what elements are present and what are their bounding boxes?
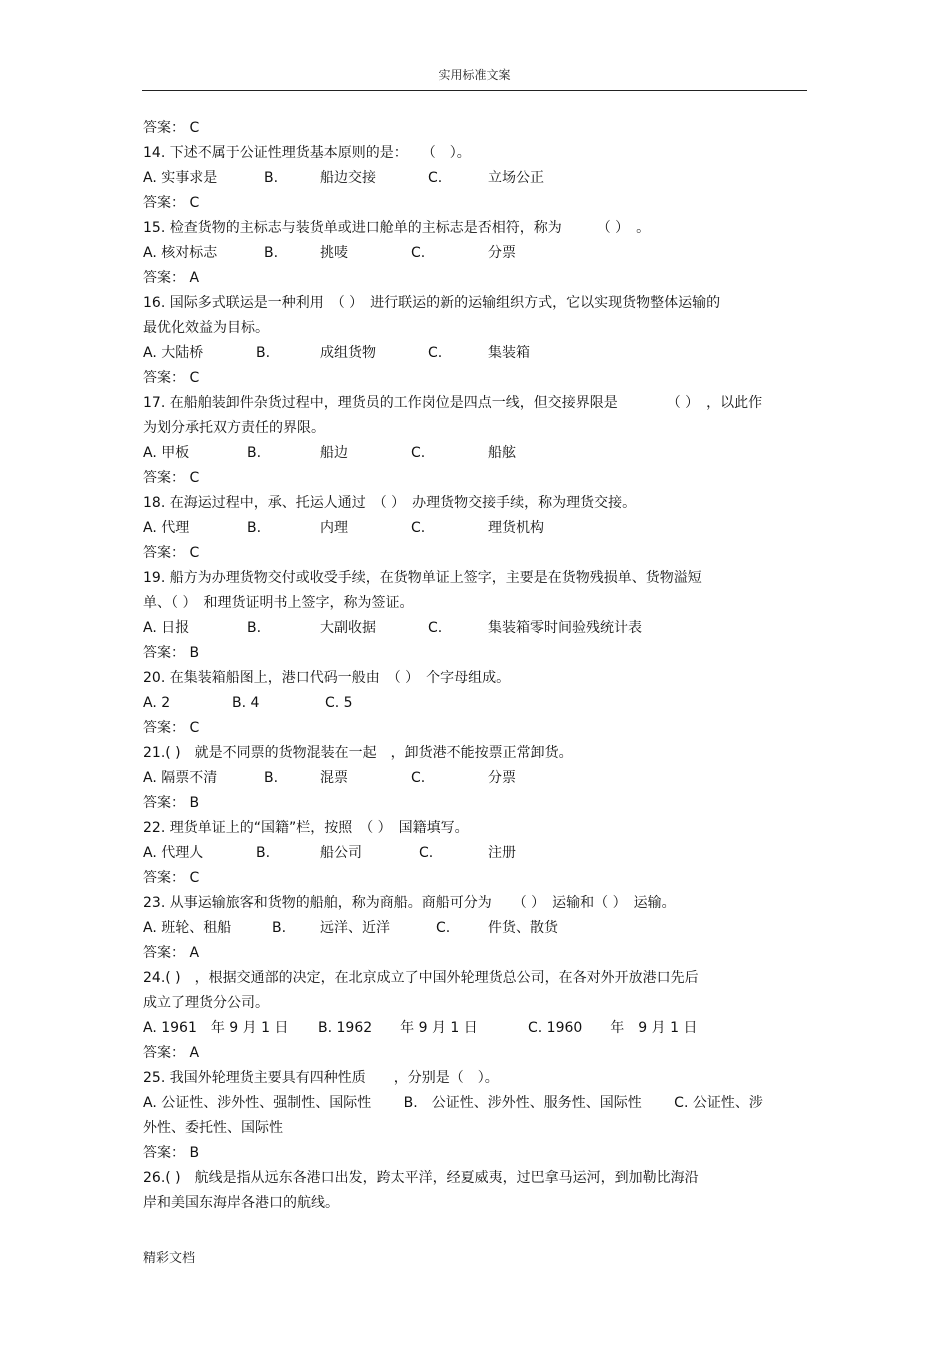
option-b: 远洋、近洋 bbox=[320, 920, 390, 936]
option-b: 混票 bbox=[320, 770, 348, 786]
question-16-line2: 最优化效益为目标。 bbox=[143, 320, 269, 336]
options-14 bbox=[143, 166, 808, 191]
option-b: B. 4 bbox=[232, 695, 260, 711]
option-b: 大副收据 bbox=[320, 620, 376, 636]
question-23: 23. 从事运输旅客和货物的船舶，称为商船。商船可分为 （ ） 运输和（ ） 运输。 bbox=[143, 895, 676, 911]
question-24-line2: 成立了理货分公司。 bbox=[143, 995, 269, 1011]
answer-14: 答案： C bbox=[143, 195, 200, 211]
option-c: 立场公正 bbox=[488, 170, 544, 186]
answer-17: 答案： C bbox=[143, 470, 200, 486]
header-divider bbox=[142, 90, 807, 91]
option-b-letter: B. bbox=[247, 445, 262, 461]
option-b: 船边交接 bbox=[320, 170, 376, 186]
document-body bbox=[143, 116, 808, 1216]
options-25-line1: A. 公证性、涉外性、强制性、国际性 B. 公证性、涉外性、服务性、国际性 C. 公证性、涉 bbox=[143, 1095, 763, 1111]
options-18 bbox=[143, 516, 808, 541]
options-22 bbox=[143, 841, 808, 866]
answer-23: 答案： A bbox=[143, 945, 200, 961]
options-20 bbox=[143, 691, 808, 716]
question-18: 18. 在海运过程中，承、托运人通过 （ ） 办理货物交接手续，称为理货交接。 bbox=[143, 495, 637, 511]
option-c: 集装箱零时间验残统计表 bbox=[488, 620, 642, 636]
option-c: 分票 bbox=[488, 770, 516, 786]
option-c-letter: C. bbox=[428, 620, 443, 636]
option-a: A. 甲板 bbox=[143, 445, 190, 461]
question-22: 22. 理货单证上的“国籍”栏，按照 （ ） 国籍填写。 bbox=[143, 820, 469, 836]
option-a: A. 隔票不清 bbox=[143, 770, 218, 786]
option-c-letter: C. bbox=[428, 345, 443, 361]
option-c: 集装箱 bbox=[488, 345, 530, 361]
question-24-line1: 24.( ) ，根据交通部的决定，在北京成立了中国外轮理货总公司，在各对外开放港口先后 bbox=[143, 970, 699, 986]
option-b-letter: B. bbox=[272, 920, 287, 936]
option-a: A. 班轮、租船 bbox=[143, 920, 232, 936]
option-c-letter: C. bbox=[411, 770, 426, 786]
question-15: 15. 检查货物的主标志与装货单或进口舱单的主标志是否相符，称为 （ ） 。 bbox=[143, 220, 651, 236]
option-c-letter: C. bbox=[411, 445, 426, 461]
answer-21: 答案： B bbox=[143, 795, 200, 811]
options-15 bbox=[143, 241, 808, 266]
question-26-line2: 岸和美国东海岸各港口的航线。 bbox=[143, 1195, 339, 1211]
options-16 bbox=[143, 341, 808, 366]
answer-25: 答案： B bbox=[143, 1145, 200, 1161]
answer-19: 答案： B bbox=[143, 645, 200, 661]
option-c: 分票 bbox=[488, 245, 516, 261]
option-a: A. 日报 bbox=[143, 620, 190, 636]
options-24 bbox=[143, 1016, 808, 1041]
answer-22: 答案： C bbox=[143, 870, 200, 886]
options-21 bbox=[143, 766, 808, 791]
question-14: 14. 下述不属于公证性理货基本原则的是： （ ）。 bbox=[143, 145, 471, 161]
option-b-letter: B. bbox=[264, 170, 279, 186]
question-17-line1: 17. 在船舶装卸件杂货过程中，理货员的工作岗位是四点一线，但交接界限是 （ ） ，以此作 bbox=[143, 395, 763, 411]
question-16-line1: 16. 国际多式联运是一种利用 （ ） 进行联运的新的运输组织方式，它以实现货物整体运输的 bbox=[143, 295, 721, 311]
option-b-letter: B. bbox=[264, 245, 279, 261]
option-a: A. 核对标志 bbox=[143, 245, 218, 261]
option-b-letter: B. bbox=[256, 845, 271, 861]
option-c: 船舷 bbox=[488, 445, 516, 461]
question-19-line1: 19. 船方为办理货物交付或收受手续，在货物单证上签字，主要是在货物残损单、货物溢短 bbox=[143, 570, 702, 586]
options-25-line2: 外性、委托性、国际性 bbox=[143, 1120, 283, 1136]
option-a: A. 实事求是 bbox=[143, 170, 218, 186]
answer-13: 答案： C bbox=[143, 120, 200, 136]
option-a: A. 2 bbox=[143, 695, 171, 711]
option-c: 件货、散货 bbox=[488, 920, 558, 936]
option-b-letter: B. bbox=[256, 345, 271, 361]
option-a: A. 1961 年 9 月 1 日 bbox=[143, 1020, 289, 1036]
option-b-letter: B. bbox=[247, 620, 262, 636]
option-a: A. 代理 bbox=[143, 520, 190, 536]
option-b: 内理 bbox=[320, 520, 348, 536]
option-b-letter: B. bbox=[264, 770, 279, 786]
option-c-letter: C. bbox=[419, 845, 434, 861]
answer-20: 答案： C bbox=[143, 720, 200, 736]
option-c-letter: C. bbox=[411, 245, 426, 261]
options-19 bbox=[143, 616, 808, 641]
question-17-line2: 为划分承托双方责任的界限。 bbox=[143, 420, 325, 436]
question-19-line2: 单、（ ） 和理货证明书上签字，称为签证。 bbox=[143, 595, 414, 611]
options-17 bbox=[143, 441, 808, 466]
question-25: 25. 我国外轮理货主要具有四种性质 ，分别是（ ）。 bbox=[143, 1070, 499, 1086]
page-header: 实用标准文案 bbox=[438, 68, 511, 82]
option-b: B. 1962 年 9 月 1 日 bbox=[318, 1020, 478, 1036]
answer-18: 答案： C bbox=[143, 545, 200, 561]
answer-24: 答案： A bbox=[143, 1045, 200, 1061]
option-b-letter: B. bbox=[247, 520, 262, 536]
option-c: C. 5 bbox=[325, 695, 353, 711]
option-a: A. 代理人 bbox=[143, 845, 204, 861]
option-c: 注册 bbox=[488, 845, 516, 861]
option-a: A. 大陆桥 bbox=[143, 345, 204, 361]
option-c: C. 1960 年 9 月 1 日 bbox=[528, 1020, 698, 1036]
option-c-letter: C. bbox=[436, 920, 451, 936]
option-b: 船公司 bbox=[320, 845, 362, 861]
option-b: 成组货物 bbox=[320, 345, 376, 361]
answer-16: 答案： C bbox=[143, 370, 200, 386]
option-b: 船边 bbox=[320, 445, 348, 461]
question-20: 20. 在集装箱船图上，港口代码一般由 （ ） 个字母组成。 bbox=[143, 670, 511, 686]
option-c: 理货机构 bbox=[488, 520, 544, 536]
option-c-letter: C. bbox=[428, 170, 443, 186]
question-26-line1: 26.( ) 航线是指从远东各港口出发，跨太平洋，经夏威夷，过巴拿马运河，到加勒比海沿 bbox=[143, 1170, 699, 1186]
answer-15: 答案： A bbox=[143, 270, 200, 286]
page-footer: 精彩文档 bbox=[143, 1251, 196, 1266]
question-21: 21.( ) 就是不同票的货物混装在一起 ，卸货港不能按票正常卸货。 bbox=[143, 745, 573, 761]
options-23 bbox=[143, 916, 808, 941]
option-c-letter: C. bbox=[411, 520, 426, 536]
option-b: 挑唛 bbox=[320, 245, 348, 261]
